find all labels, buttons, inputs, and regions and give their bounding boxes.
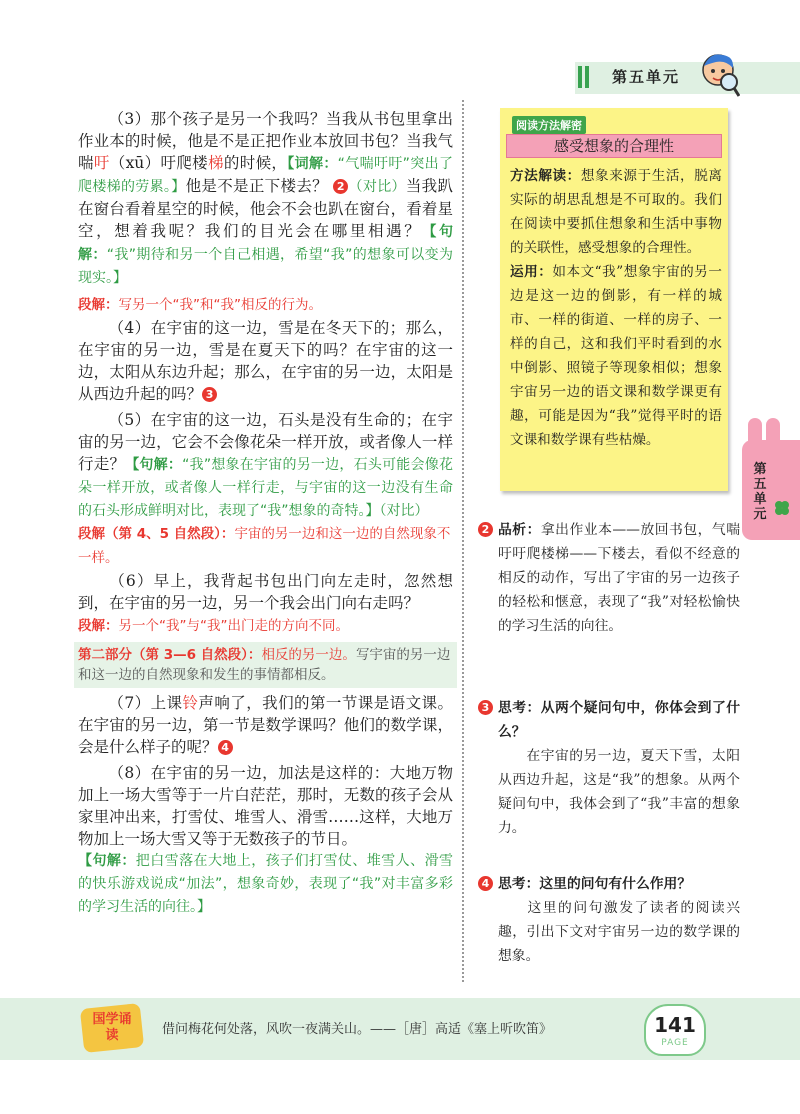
segment-note-3 (78, 614, 453, 638)
note-marker-4: 4 (218, 740, 233, 755)
clover-icon (772, 498, 792, 518)
part-two-highlight: 相反的另一边。 (261, 647, 356, 663)
part-two-summary (74, 642, 457, 688)
p3-highlight-2: 梯 (208, 154, 224, 172)
sentence-gloss-text: “我”期待和另一个自己相遇，希望“我”的想象可以变为现实。】 (78, 247, 454, 286)
side-note-3 (478, 696, 740, 840)
think-question: 这里的问句有什么作用？ (539, 876, 692, 892)
segment-note-label: 段解： (78, 297, 119, 313)
segment-note-1 (78, 293, 453, 317)
p3-text-d: 他是不是正下楼去？ (185, 177, 328, 195)
paragraph-5 (78, 409, 453, 522)
p3-text-b: （xū）吁爬楼 (109, 154, 209, 172)
p3-text-c: 的时候， (223, 154, 288, 172)
method-label: 方法解读： (510, 168, 581, 184)
p3-text-a: （3）那个孩子是另一个我吗？当我从书包里拿出作业本的时候，他是不是正把作业本放回书包？当我气喘 (78, 110, 453, 172)
footer-poem: 借问梅花何处落，风吹一夜满关山。——［唐］高适《塞上听吹笛》 (162, 1022, 553, 1037)
note-body (510, 164, 722, 452)
analysis-text: 拿出作业本——放回书包，气喘吁吁爬楼梯——下楼去，看似不经意的相反的动作，写出了宇宙的另一边孩子的轻松和惬意，表现了“我”对轻松愉快的学习生活的向往。 (498, 522, 741, 634)
paragraph-4 (78, 317, 453, 405)
segment-note-label: 段解（第 4、5 自然段）： (78, 526, 235, 542)
side-note-4 (478, 872, 740, 968)
sentence-gloss-text: “我”想象在宇宙的另一边，石头可能会像花朵一样开放，或者像人一样行走，与宇宙的这一边没有生命的石头形成鲜明对比，表现了“我”想象的奇特。】 (78, 457, 453, 519)
contrast-tag: （对比） (379, 503, 429, 519)
sentence-gloss-label: 【句解： (125, 457, 183, 473)
unit-side-tab (742, 440, 800, 540)
note-marker-2: 2 (478, 522, 493, 537)
think-answer: 在宇宙的另一边，夏天下雪，太阳从西边升起，这是“我”的想象。从两个疑问句中，我体会到了“我”丰富的想象力。 (498, 748, 740, 836)
sentence-gloss-label: 【句解： (78, 853, 136, 869)
main-text-column (78, 108, 453, 919)
unit-title: 第五单元 (612, 68, 681, 86)
side-tab-label: 第五单元 (753, 462, 767, 522)
segment-note-text: 另一个“我”与“我”出门走的方向不同。 (118, 618, 349, 634)
contrast-tag: （对比） (348, 179, 406, 195)
paragraph-3 (78, 108, 453, 289)
sentence-gloss-final (78, 850, 453, 919)
side-note-2 (478, 518, 740, 638)
guoxue-badge (82, 1006, 142, 1050)
think-label: 思考： (498, 876, 540, 892)
reading-method-note (500, 108, 728, 491)
paragraph-8 (78, 762, 453, 850)
p4-text: （4）在宇宙的这一边，雪是在冬天下的；那么，在宇宙的另一边，雪是在夏天下的吗？在宇宙的这一边，太阳从东边升起；那么，在宇宙的另一边，太阳是从西边升起的吗？ (78, 319, 453, 403)
badge-label: 国学诵读 (92, 1012, 132, 1043)
paragraph-6 (78, 570, 453, 614)
note-marker-3: 3 (478, 700, 493, 715)
method-text: 想象来源于生活，脱离实际的胡思乱想是不可取的。我们在阅读中要抓住想象和生活中事物的关联性，感受想象的合理性。 (510, 168, 722, 256)
segment-note-text: 宇宙的另一边和这一边的自然现象不一样。 (78, 526, 451, 566)
tab-ear-icon (766, 418, 780, 448)
word-gloss-label: 【词解： (287, 156, 338, 172)
page-number-badge (644, 1004, 706, 1056)
segment-note-label: 段解： (78, 618, 119, 634)
tab-ear-icon (748, 418, 762, 448)
note-marker-4: 4 (478, 876, 493, 891)
think-label: 思考： (498, 700, 541, 716)
part-two-desc: 写宇宙的另一边和这一边的自然现象和发生的事情都相反。 (78, 647, 451, 683)
p7-text-b: 声响了，我们的第一节课是语文课。在宇宙的另一边，第一节是数学课吗？他们的数学课，会是什么样子的呢？ (78, 694, 453, 756)
use-text: 如本文“我”想象宇宙的另一边是这一边的倒影，有一样的城市、一样的街道、一样的房子、一样的自己，这和我们平时看到的水中倒影、照镜子等现象相似；想象宇宙另一边的语文课和数学课更有趣，可能是因为“我”觉得平时的语文课和数学课有些枯燥。 (510, 264, 722, 448)
p5-text: （5）在宇宙的这一边，石头是没有生命的；在宇宙的另一边，它会不会像花朵一样开放，或者像人一样行走？ (78, 411, 453, 473)
part-two-title: 第二部分（第 3—6 自然段）： (78, 647, 262, 663)
note-marker-2: 2 (333, 179, 348, 194)
think-question: 从两个疑问句中，你体会到了什么？ (498, 700, 741, 740)
segment-note-text: 写另一个“我”和“我”相反的行为。 (118, 297, 322, 313)
note-title: 感受想象的合理性 (506, 134, 722, 158)
note-marker-3: 3 (202, 387, 217, 402)
p7-highlight: 铃 (182, 694, 199, 712)
p3-text-e: 当我趴在窗台看着星空的时候，他会不会也趴在窗台，看着星空，想着我呢？我们的目光会在哪里相遇？ (78, 177, 453, 240)
use-label: 运用： (510, 264, 553, 280)
p7-text-a: （7）上课 (108, 694, 183, 712)
p3-highlight-1: 吁 (93, 154, 110, 172)
p8-text: （8）在宇宙的另一边，加法是这样的：大地万物加上一场大雪等于一片白茫茫，那时，无数的孩子会从家里冲出来，打雪仗、堆雪人、滑雪……这样，大地万物加上一场大雪又等于无数孩子的节日。 (78, 764, 453, 848)
page-word: PAGE (661, 1038, 689, 1048)
header-bar (575, 62, 800, 94)
header-ticks (578, 66, 592, 88)
page-number: 141 (654, 1013, 696, 1037)
p6-text: （6）早上，我背起书包出门向左走时，忽然想到，在宇宙的另一边，另一个我会出门向右走吗？ (78, 572, 453, 612)
sentence-gloss-label: 【句解： (78, 224, 453, 263)
mascot-magnifier-icon (700, 52, 740, 98)
word-gloss-text: “气喘吁吁”突出了爬楼梯的劳累。】 (78, 156, 453, 195)
think-answer: 这里的问句激发了读者的阅读兴趣，引出下文对宇宙另一边的数学课的想象。 (498, 900, 740, 964)
paragraph-7 (78, 692, 453, 758)
column-divider (462, 100, 464, 982)
segment-note-2 (78, 522, 453, 570)
sentence-gloss-text: 把白雪落在大地上，孩子们打雪仗、堆雪人、滑雪的快乐游戏说成“加法”，想象奇妙，表现了“我”对丰富多彩的学习生活的向往。】 (78, 853, 454, 915)
note-tag: 阅读方法解密 (512, 116, 586, 134)
analysis-label: 品析： (498, 522, 541, 538)
